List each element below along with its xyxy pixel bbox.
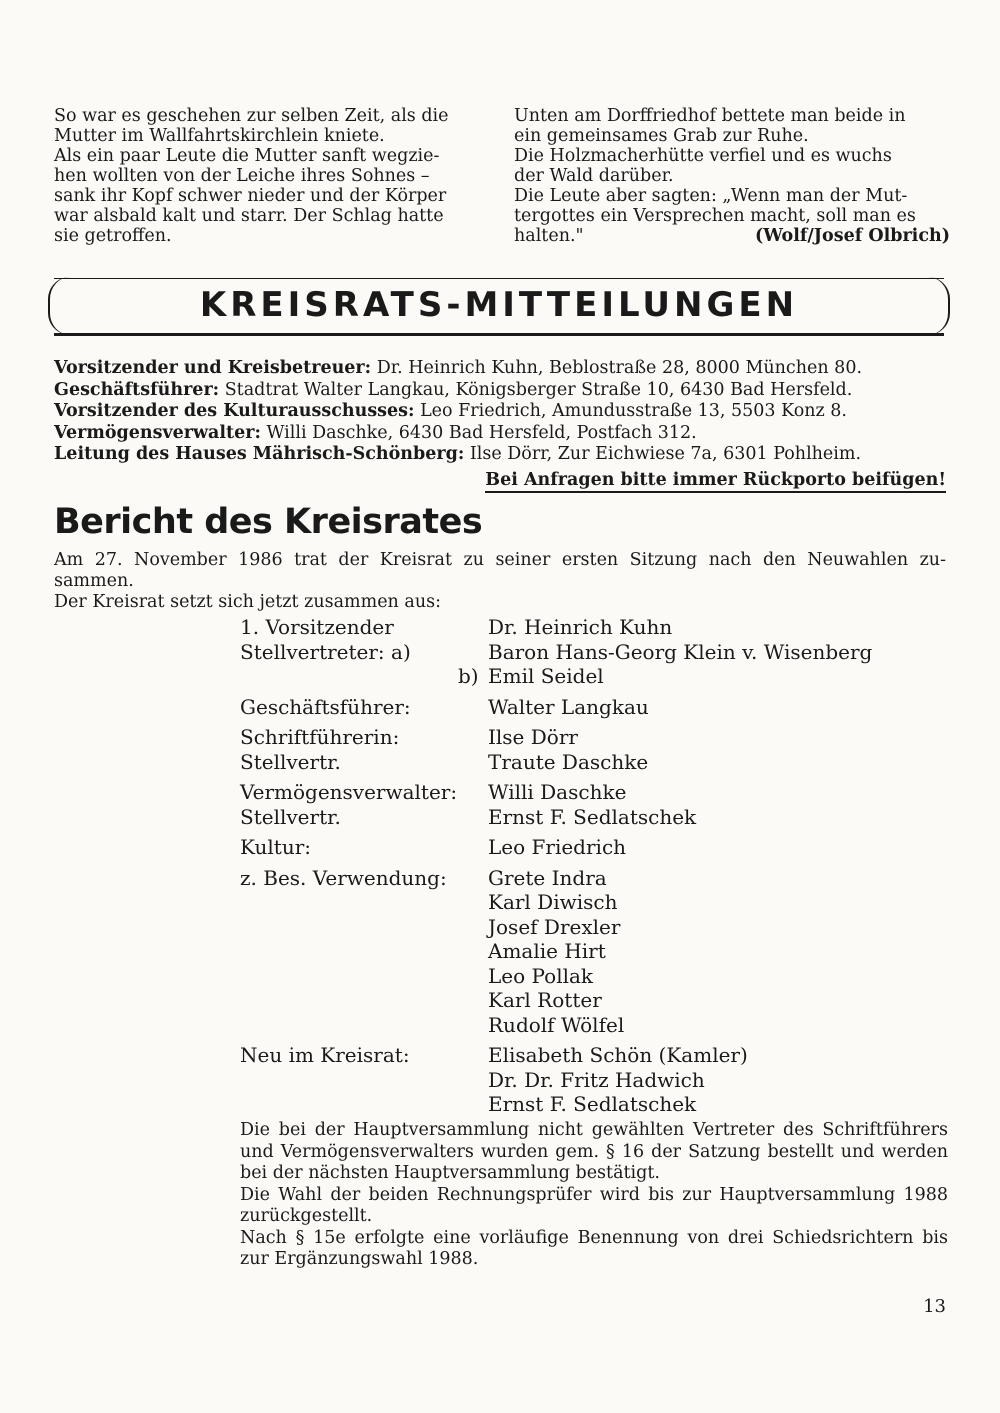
- roster-row: [240, 835, 872, 860]
- officer-role: Geschäftsführer:: [54, 379, 220, 400]
- text-line: Als ein paar Leute die Mutter sanft wegzie-: [54, 146, 440, 166]
- roster-label: Vermögensverwalter:: [240, 780, 458, 804]
- officer-entry: [54, 423, 946, 445]
- page-number: 13: [923, 1296, 946, 1317]
- text-line: ein gemeinsames Grab zur Ruhe.: [514, 126, 809, 146]
- roster-name: Grete Indra: [488, 865, 607, 890]
- roster-row: [240, 750, 872, 775]
- roster-row: [240, 725, 872, 750]
- roster-name: Josef Drexler: [488, 914, 621, 939]
- officer-role: Vorsitzender des Kulturausschusses:: [54, 401, 415, 421]
- roster-row: [240, 695, 872, 720]
- text-line: der Wald darüber.: [514, 166, 674, 186]
- roster-label: Geschäftsführer:: [240, 694, 411, 719]
- paragraph: Der Kreisrat setzt sich jetzt zusammen aus:: [54, 592, 441, 612]
- text-line: war alsbald kalt und starr. Der Schlag hatte: [54, 206, 444, 226]
- roster-label: 1. Vorsitzender: [240, 615, 394, 639]
- roster-row: [240, 780, 872, 805]
- officer-details: Ilse Dörr, Zur Eichwiese 7a, 6301 Pohlheim.: [464, 444, 862, 464]
- roster-name: Leo Pollak: [488, 963, 594, 988]
- roster-name: Traute Daschke: [488, 749, 649, 774]
- postage-notice: Bei Anfragen bitte immer Rückporto beifügen!: [485, 470, 946, 493]
- officer-role: Vorsitzender und Kreisbetreuer:: [54, 358, 372, 378]
- roster-row: [240, 615, 872, 640]
- roster-label: Stellvertr.: [240, 804, 341, 829]
- roster-row: [240, 805, 872, 830]
- roster-label: [240, 664, 488, 689]
- text-line: Die Holzmacherhütte verfiel und es wuchs: [514, 146, 892, 166]
- officer-list: [54, 358, 946, 466]
- roster-name: Emil Seidel: [488, 664, 604, 688]
- roster-name: Rudolf Wölfel: [488, 1012, 625, 1037]
- roster-label: Stellvertr.: [240, 749, 341, 774]
- officer-details: Willi Daschke, 6430 Bad Hersfeld, Postfach 312.: [260, 422, 697, 443]
- article-heading: Bericht des Kreisrates: [54, 502, 483, 542]
- roster-name: Amalie Hirt: [488, 939, 606, 963]
- text-line: sie getroffen.: [54, 226, 172, 246]
- closing-notes: [240, 1120, 948, 1271]
- roster-row: [240, 640, 872, 665]
- author-signature: (Wolf/Josef Olbrich): [755, 226, 950, 246]
- signature-line: [514, 226, 950, 246]
- roster-label-text: Stellvertreter:: [240, 639, 385, 664]
- roster-name: Karl Rotter: [488, 988, 602, 1012]
- roster-row: [240, 866, 872, 1038]
- roster-name: Willi Daschke: [488, 780, 627, 804]
- roster-label: z. Bes. Verwendung:: [240, 865, 447, 890]
- officer-entry: [54, 401, 946, 423]
- roster-name: Baron Hans-Georg Klein v. Wisenberg: [488, 639, 873, 664]
- roster-name: Dr. Heinrich Kuhn: [488, 615, 673, 639]
- roster-label: Schriftführerin:: [240, 725, 400, 749]
- roster-name: Ernst F. Sedlatschek: [488, 1092, 697, 1116]
- roster-name-group: [488, 866, 624, 1038]
- roster-label: [240, 640, 488, 665]
- officer-details: Dr. Heinrich Kuhn, Beblostraße 28, 8000 München 80.: [371, 358, 863, 378]
- text-line: So war es geschehen zur selben Zeit, als die: [54, 106, 449, 126]
- paragraph: Die Wahl der beiden Rechnungsprüfer wird bis zur Hauptversammlung 1988 zurückgestellt.: [240, 1184, 948, 1226]
- roster-sub-mark: b): [458, 664, 479, 688]
- roster-row: [240, 1043, 872, 1117]
- roster-name: Leo Friedrich: [488, 835, 627, 859]
- roster-name: Ilse Dörr: [488, 725, 578, 749]
- roster-sub-mark: a): [391, 639, 411, 664]
- officer-entry: [54, 358, 946, 380]
- roster-name: Ernst F. Sedlatschek: [488, 804, 697, 829]
- text-line: sank ihr Kopf schwer nieder und der Körper: [54, 186, 447, 206]
- officer-role: Leitung des Hauses Mährisch-Schönberg:: [54, 444, 465, 464]
- roster-name: Walter Langkau: [488, 694, 649, 719]
- text-line: Mutter im Wallfahrtskirchlein kniete.: [54, 126, 385, 146]
- roster-label: Kultur:: [240, 835, 311, 859]
- roster-name: Elisabeth Schön (Kamler): [488, 1043, 748, 1067]
- text-line: hen wollten von der Leiche ihres Sohnes –: [54, 166, 430, 186]
- officer-role: Vermögensverwalter:: [54, 422, 261, 443]
- roster-label: Neu im Kreisrat:: [240, 1043, 410, 1067]
- text-line: Unten am Dorffriedhof bettete man beide in: [514, 106, 906, 126]
- paragraph: Am 27. November 1986 trat der Kreisrat zu seiner ersten Sitzung nach den Neuwahlen zu- sammen.: [54, 550, 946, 591]
- roster-name: Dr. Dr. Fritz Hadwich: [488, 1067, 705, 1092]
- text-line: tergottes ein Versprechen macht, soll man es: [514, 206, 916, 226]
- roster-row: [240, 664, 872, 689]
- story-left-column: [54, 106, 494, 246]
- text-line: Die Leute aber sagten: „Wenn man der Mut-: [514, 186, 908, 206]
- officer-entry: [54, 380, 946, 402]
- banner-right-curve: [928, 277, 950, 335]
- officer-details: Leo Friedrich, Amundusstraße 13, 5503 Konz 8.: [414, 401, 847, 421]
- paragraph: Die bei der Hauptversammlung nicht gewählten Vertreter des Schriftführers und Vermögensverwalters wurden gem. § 16 der Satzung bestellt und werden bei der nächsten Hauptversammlung bestätigt.: [240, 1120, 948, 1183]
- paragraph: Nach § 15e erfolgte eine vorläufige Benennung von drei Schiedsrichtern bis zur Ergänzungswahl 1988.: [240, 1227, 948, 1269]
- banner-title: KREISRATS-MITTEILUNGEN: [199, 285, 799, 325]
- section-banner: [54, 278, 944, 336]
- officer-entry: [54, 444, 946, 466]
- council-roster: [240, 615, 872, 1117]
- roster-name: Karl Diwisch: [488, 890, 618, 914]
- story-right-column: [514, 106, 950, 246]
- officer-details: Stadtrat Walter Langkau, Königsberger Straße 10, 6430 Bad Hersfeld.: [219, 379, 853, 400]
- text-line: halten.": [514, 226, 584, 246]
- roster-name-group: [488, 1043, 748, 1117]
- article-intro: [54, 550, 946, 613]
